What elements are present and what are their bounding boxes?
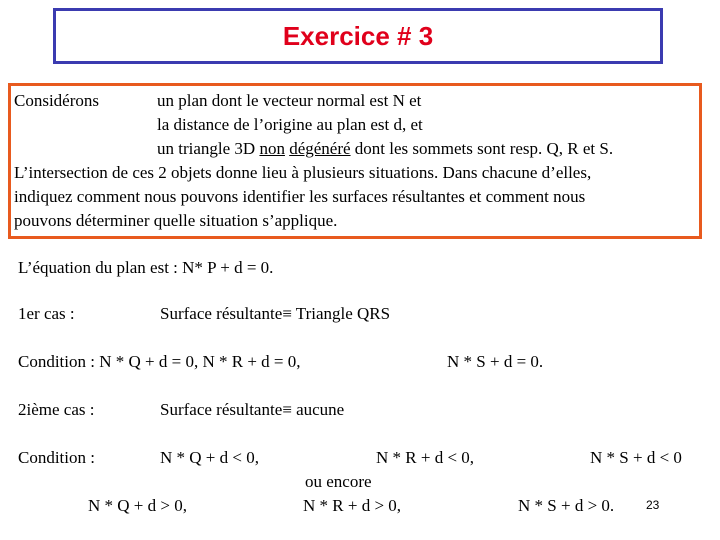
case-2-condition-s-lt: N * S + d < 0	[590, 448, 682, 467]
case-2-condition-q-gt: N * Q + d > 0,	[88, 496, 187, 515]
underlined-non: non	[259, 139, 285, 158]
page-number: 23	[646, 498, 660, 512]
underlined-degenere: dégénéré	[289, 139, 351, 158]
problem-line-5: indiquez comment nous pouvons identifier les surfaces résultantes et comment nous	[14, 187, 586, 206]
slide-title: Exercice # 3	[282, 20, 434, 51]
case-2-surface: Surface résultante≡ aucune	[160, 400, 345, 419]
case-2-condition-r-gt: N * R + d > 0,	[303, 496, 402, 515]
case-1-label: 1er cas :	[18, 304, 75, 323]
problem-line-6: pouvons déterminer quelle situation s’applique.	[14, 211, 338, 230]
problem-lead: Considérons	[14, 91, 99, 110]
case-1-condition-end: N * S + d = 0.	[447, 352, 544, 371]
title-box	[53, 8, 663, 64]
case-2-condition-q-lt: N * Q + d < 0,	[160, 448, 259, 467]
problem-item-3-post: dont les sommets sont resp. Q, R et S.	[350, 139, 614, 158]
case-1-condition: Condition : N * Q + d = 0, N * R + d = 0,	[18, 352, 301, 371]
case-2-condition-s-gt: N * S + d > 0.	[518, 496, 615, 515]
case-2-label: 2ième cas :	[18, 400, 95, 419]
case-2-condition-label: Condition :	[18, 448, 95, 467]
plane-equation: L’équation du plan est : N* P + d = 0.	[18, 258, 274, 277]
problem-item-3	[157, 137, 613, 161]
problem-item-2: la distance de l’origine au plan est d, et	[157, 115, 423, 134]
case-2-condition-r-lt: N * R + d < 0,	[376, 448, 475, 467]
case-2-or: ou encore	[305, 472, 372, 491]
problem-item-3-pre: un triangle 3D	[157, 139, 260, 158]
case-1-surface: Surface résultante≡ Triangle QRS	[160, 304, 391, 323]
problem-item-1: un plan dont le vecteur normal est N et	[157, 91, 422, 110]
problem-line-4: L’intersection de ces 2 objets donne lieu à plusieurs situations. Dans chacune d’elles,	[14, 163, 592, 182]
